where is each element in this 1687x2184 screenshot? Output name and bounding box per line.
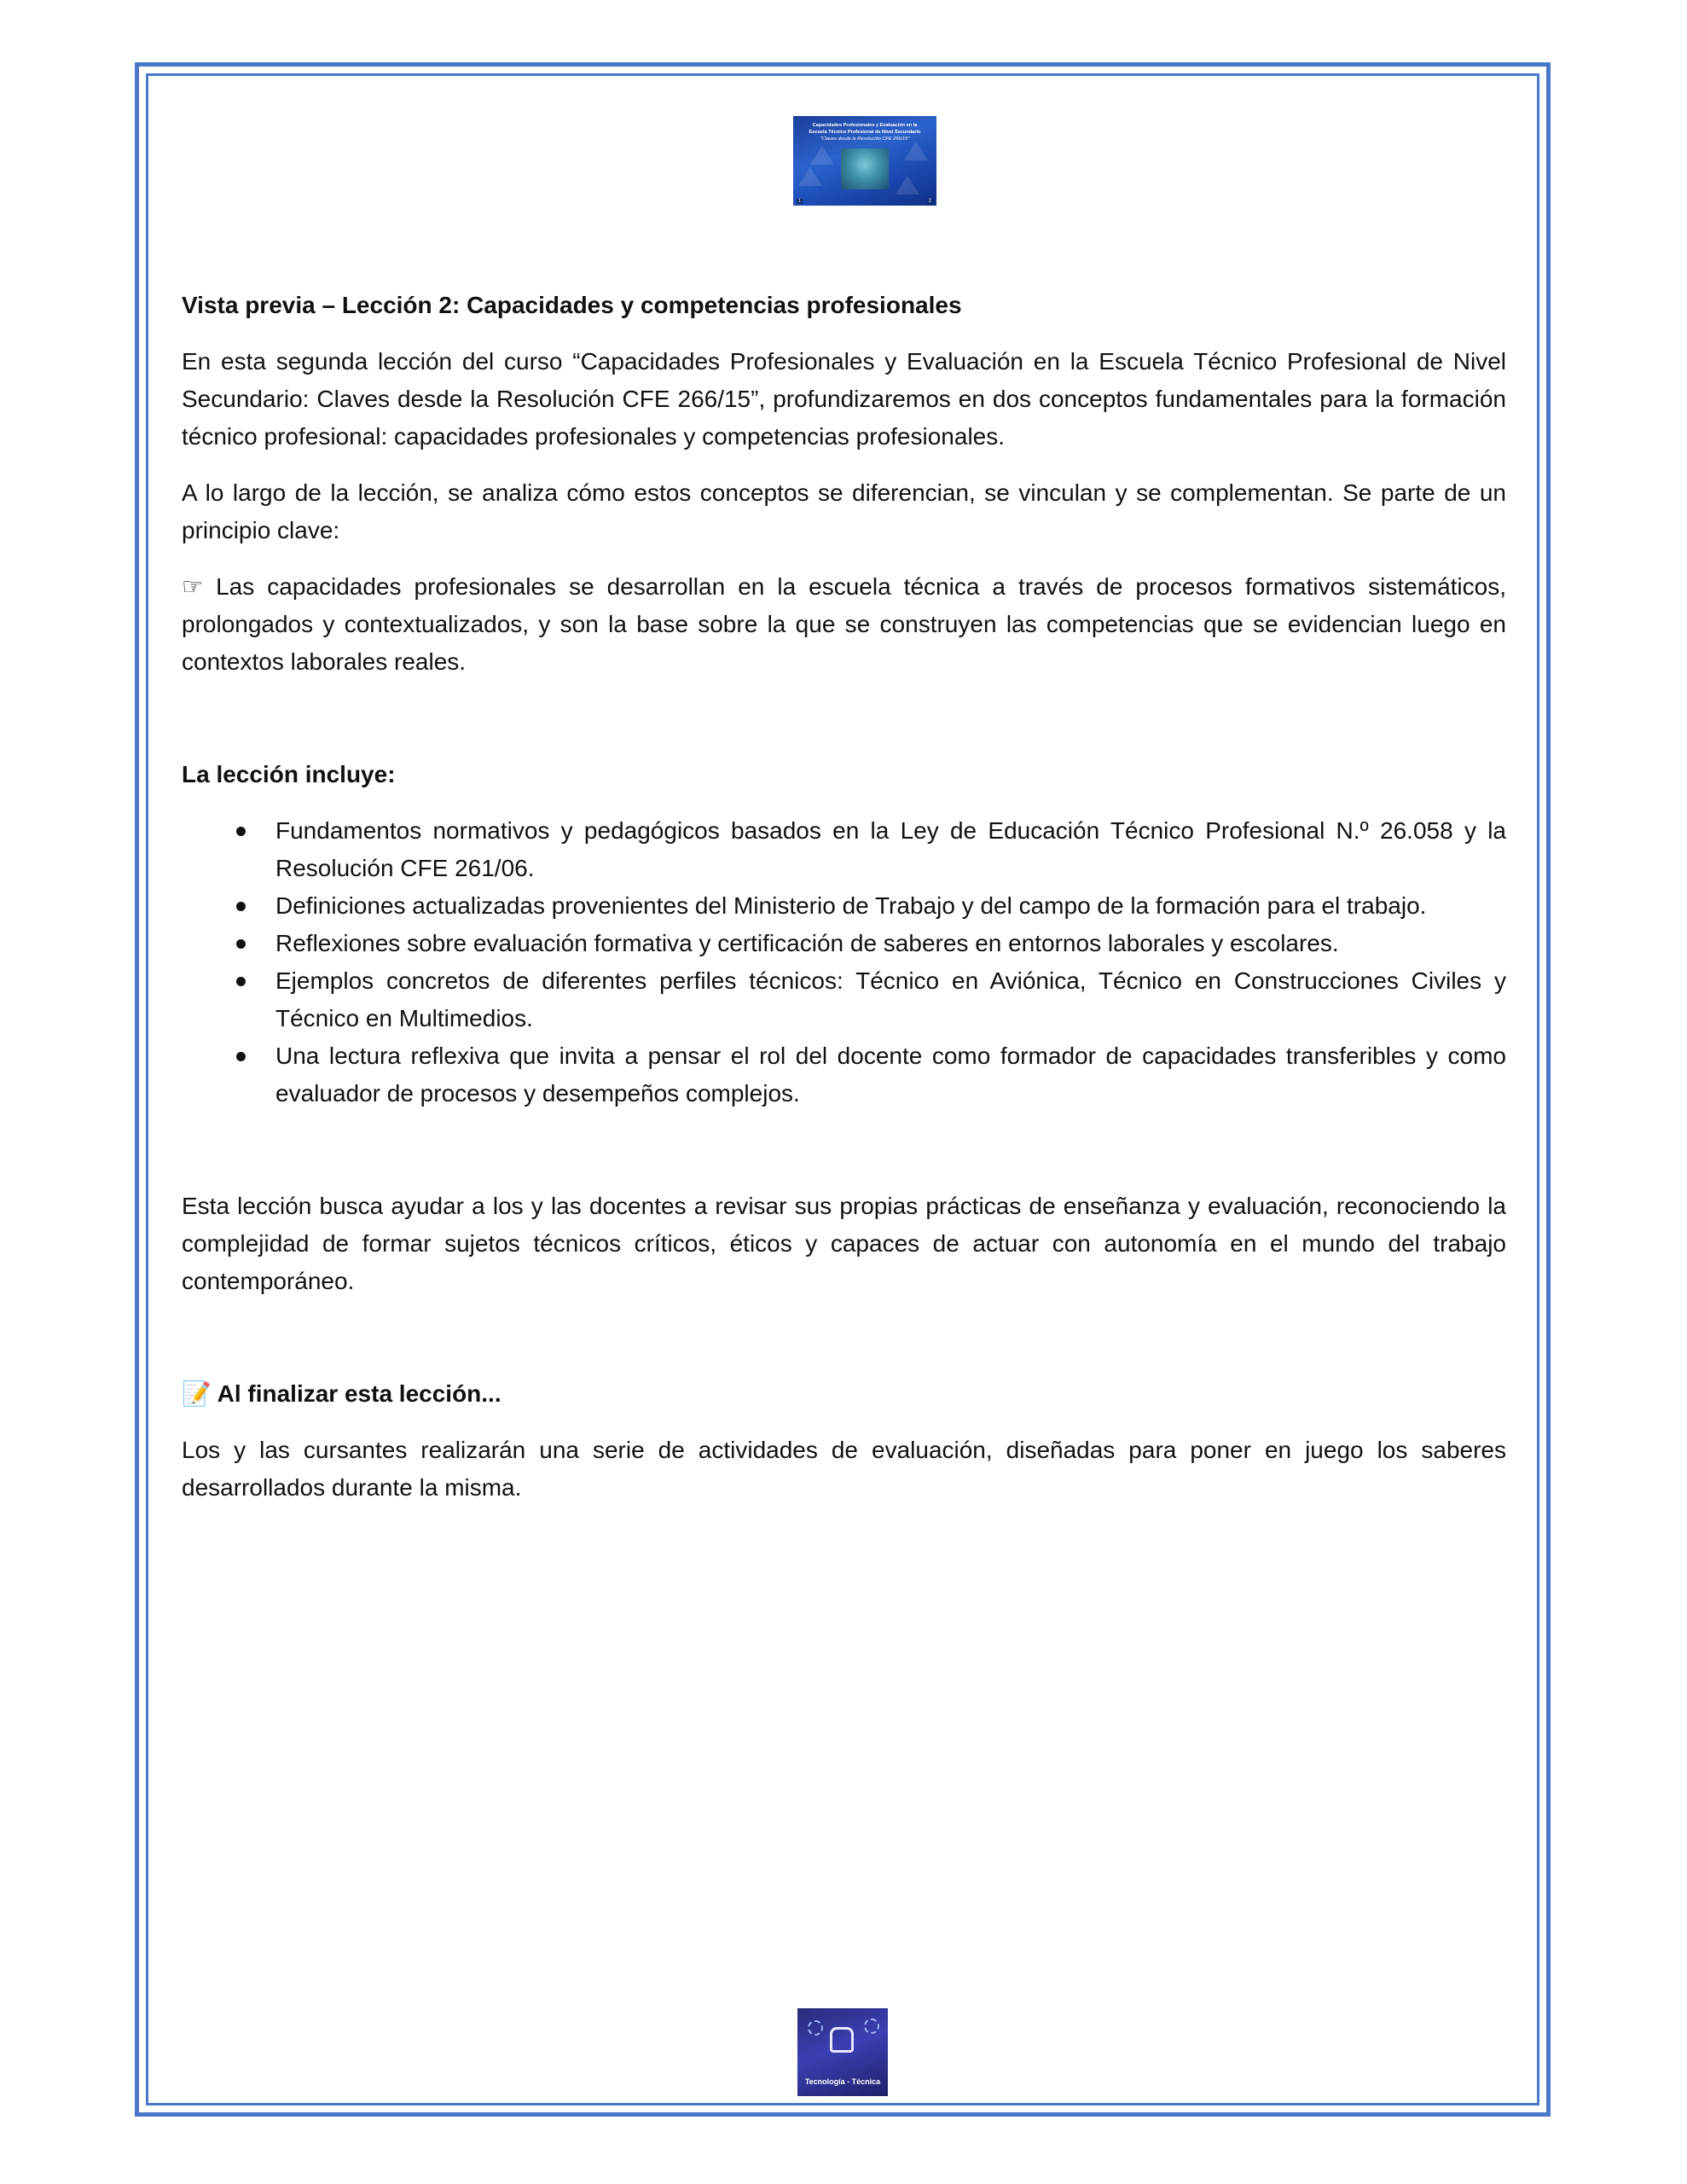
bullet-icon	[236, 827, 246, 836]
gear-icon	[808, 2020, 823, 2036]
final-heading: 📝 Al finalizar esta lección...	[182, 1380, 501, 1407]
page-title: Vista previa – Lección 2: Capacidades y competencias profesionales	[182, 292, 962, 318]
list-item-text: Fundamentos normativos y pedagógicos basados en la Ley de Educación Técnico Profesional N.º 26.058 y la Resolución CFE 261/06.	[275, 817, 1506, 881]
purpose-paragraph: Esta lección busca ayudar a los y las docentes a revisar sus propias prácticas de enseñanza y evaluación, reconociendo la complejidad de formar sujetos técnicos críticos, éticos y capaces de actuar con autonomía en el mundo del trabajo contemporáneo.	[182, 1193, 1506, 1294]
banner-number-right: 2	[928, 199, 931, 204]
list-item-text: Una lectura reflexiva que invita a pensar el rol del docente como formador de capacidades transferibles y como evaluador de procesos y desempeños complejos.	[275, 1043, 1506, 1107]
banner-number-left: 1	[798, 199, 802, 204]
list-item-text: Definiciones actualizadas provenientes del Ministerio de Trabajo y del campo de la formación para el trabajo.	[275, 892, 1427, 919]
analysis-paragraph: A lo largo de la lección, se analiza cómo estos conceptos se diferencian, se vinculan y se complementan. Se parte de un principio clave:	[182, 479, 1506, 543]
banner-title-line-2: Escuela Técnico Profesional de Nivel Secundario	[809, 130, 921, 135]
list-item	[182, 1037, 1506, 1112]
banner-title-line-1: Capacidades Profesionales y Evaluación en la	[812, 123, 918, 128]
list-item	[182, 887, 1506, 925]
list-item	[182, 812, 1506, 887]
includes-list	[182, 812, 1506, 1112]
course-banner-image	[793, 116, 936, 206]
robot-icon	[830, 2027, 854, 2053]
bullet-icon	[236, 1052, 246, 1061]
tecnologia-tecnica-logo	[797, 2008, 888, 2096]
list-item	[182, 962, 1506, 1037]
gear-icon	[864, 2018, 879, 2034]
list-item-text: Reflexiones sobre evaluación formativa y certificación de saberes en entornos laborales y escolares.	[275, 930, 1339, 956]
list-item	[182, 925, 1506, 962]
bullet-icon	[236, 939, 246, 949]
bullet-icon	[236, 902, 246, 911]
document-body	[182, 287, 1506, 1507]
list-item-text: Ejemplos concretos de diferentes perfiles técnicos: Técnico en Aviónica, Técnico en Construcciones Civiles y Técnico en Multimedios.	[275, 967, 1506, 1031]
final-paragraph: Los y las cursantes realizarán una serie de actividades de evaluación, diseñadas para poner en juego los saberes desarrollados durante la misma.	[182, 1437, 1506, 1501]
includes-heading: La lección incluye:	[182, 761, 396, 787]
banner-photo	[841, 148, 889, 189]
logo-label: Tecnología - Técnica	[804, 2077, 881, 2086]
banner-subtitle: "Claves desde la Resolución CFE 266/15"	[820, 136, 910, 142]
intro-paragraph: En esta segunda lección del curso “Capacidades Profesionales y Evaluación en la Escuela Técnico Profesional de Nivel Secundario: Claves desde la Resolución CFE 266/15”, profundizaremos en dos conceptos fundamentales para la formación técnico profesional: capacidades profesionales y competencias profesionales.	[182, 348, 1506, 450]
principle-paragraph: ☞ Las capacidades profesionales se desarrollan en la escuela técnica a través de procesos formativos sistemáticos, prolongados y contextualizados, y son la base sobre la que se construyen las competencias que se evidencian luego en contextos laborales reales.	[182, 573, 1506, 675]
bullet-icon	[236, 977, 246, 986]
